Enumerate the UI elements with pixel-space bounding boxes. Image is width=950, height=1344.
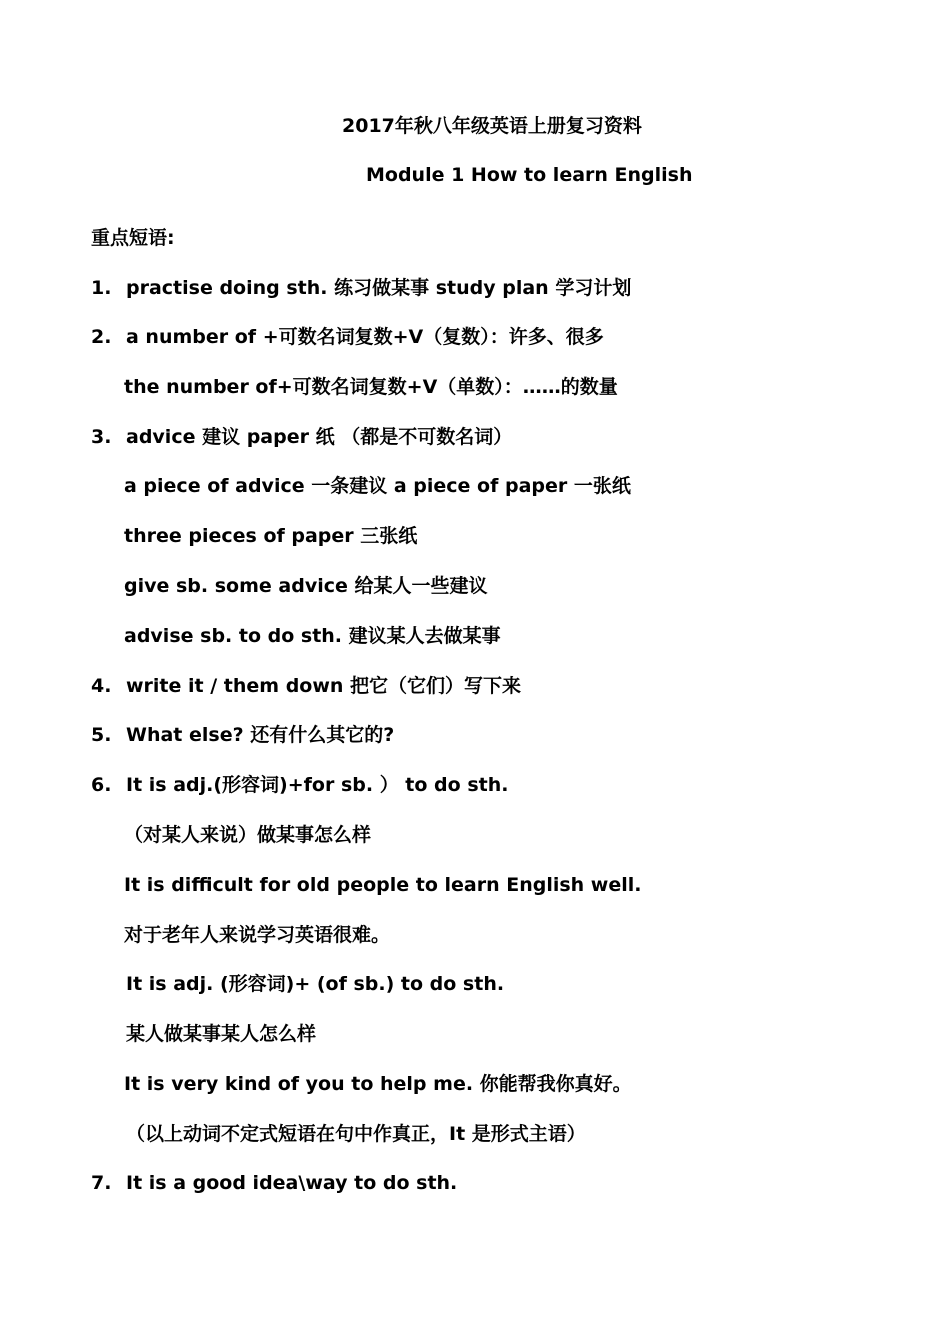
item-text: What else? 还有什么其它的?	[126, 724, 395, 746]
item-text: advise sb. to do sth. 建议某人去做某事	[124, 625, 501, 647]
item-text: （对某人来说）做某事怎么样	[124, 824, 372, 846]
item-number: 7.	[91, 1172, 112, 1194]
item-text: advice 建议 paper 纸 （都是不可数名词）	[126, 426, 513, 448]
item-number: 5.	[91, 724, 112, 746]
item-text: It is adj.(形容词)+for sb. ） to do sth.	[126, 774, 509, 796]
item-text: the number of+可数名词复数+V（单数）：……的数量	[124, 376, 618, 398]
item-text: three pieces of paper 三张纸	[124, 525, 418, 547]
item-text: It is a good idea\way to do sth.	[126, 1172, 458, 1194]
section-heading: 重点短语:	[91, 227, 175, 249]
item-text: It is difficult for old people to learn English well.	[124, 874, 642, 896]
item-text: write it / them down 把它（它们）写下来	[126, 675, 522, 697]
item-text: It is very kind of you to help me. 你能帮我你真好。	[124, 1073, 632, 1095]
item-number: 6.	[91, 774, 112, 796]
document-title: 2017年秋八年级英语上册复习资料	[342, 115, 642, 137]
item-number: 2.	[91, 326, 112, 348]
item-text: practise doing sth. 练习做某事 study plan 学习计划	[126, 277, 632, 299]
item-number: 3.	[91, 426, 112, 448]
item-number: 4.	[91, 675, 112, 697]
item-text: 某人做某事某人怎么样	[126, 1023, 317, 1045]
item-text: （以上动词不定式短语在句中作真正，It 是形式主语）	[126, 1123, 586, 1145]
item-number: 1.	[91, 277, 112, 299]
item-text: a number of +可数名词复数+V（复数）：许多、很多	[126, 326, 604, 348]
item-text: It is adj. (形容词)+ (of sb.) to do sth.	[126, 973, 505, 995]
item-text: 对于老年人来说学习英语很难。	[124, 924, 391, 946]
item-text: give sb. some advice 给某人一些建议	[124, 575, 488, 597]
module-heading: Module 1 How to learn English	[366, 164, 693, 186]
item-text: a piece of advice 一条建议 a piece of paper 一张纸	[124, 475, 631, 497]
